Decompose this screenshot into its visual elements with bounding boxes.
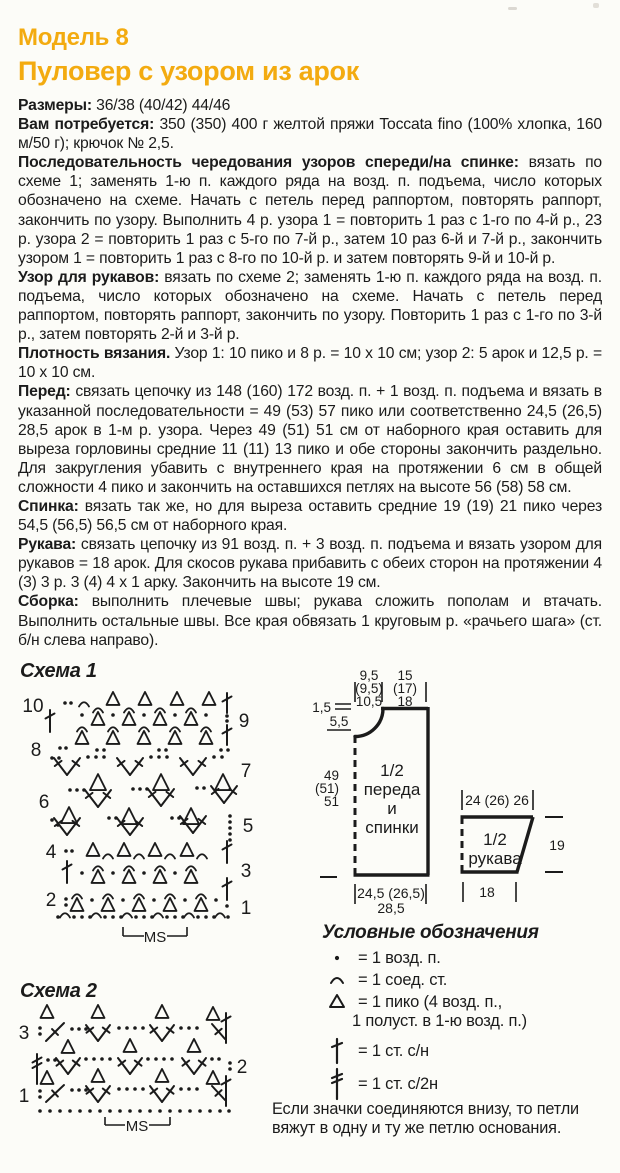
svg-text:2: 2: [45, 890, 57, 911]
svg-text:24 (26) 26: 24 (26) 26: [465, 792, 529, 808]
pattern-paragraph: [18, 153, 602, 268]
paragraph-lead: Сборка:: [18, 593, 79, 611]
page-title: [18, 24, 359, 87]
footnote-line-2: вяжут в одну и ту же петлю основания.: [272, 1119, 562, 1137]
pattern-paragraph: [18, 535, 602, 592]
paragraph-body: 36/38 (40/42) 44/46: [91, 97, 231, 114]
svg-text:9: 9: [238, 711, 250, 732]
legend-entry-chain: [324, 948, 441, 968]
svg-text:7: 7: [240, 761, 252, 782]
svg-text:10: 10: [22, 696, 44, 717]
svg-text:19: 19: [549, 837, 565, 853]
paragraph-body: связать цепочку из 148 (160) 172 возд. п. + 1 возд. п. подъема и вязать в указанной последовательности = 49 (53) 57 пико или соответственно 24,5 (26,5) 28,5 арок в 1-м р. узора. Через 49 (51) 51 см от наборного края оставить для выреза горловины средние 11 (11) 13 пико и обе стороны закончить раздельно. Для закругления убавить с внутреннего края на протяжении 6 см в общей сложности 4 пико и закончить на оставшихся петлях на высоте 56 (58) 58 см.: [18, 383, 602, 496]
svg-text:3: 3: [18, 1023, 30, 1044]
model-number-title: Модель 8: [18, 24, 129, 51]
front-top-measurements: [355, 668, 426, 709]
svg-text:5,5: 5,5: [329, 714, 349, 729]
crochet-chart-1: [22, 690, 267, 952]
instructions-text: [18, 96, 602, 650]
svg-text:и: и: [387, 799, 397, 818]
svg-text:1,5: 1,5: [312, 700, 331, 715]
pattern-paragraph: [18, 497, 602, 535]
legend-title: Условные обозначения: [322, 922, 539, 943]
svg-text:(17): (17): [392, 681, 418, 696]
svg-text:2: 2: [236, 1057, 248, 1078]
paragraph-lead: Перед:: [18, 383, 71, 401]
front-piece-label: 1/2: [380, 761, 404, 780]
front-width-measurement: [355, 884, 426, 916]
chain-stitch-icon: [324, 948, 350, 968]
paragraph-body: вязать так же, но для выреза оставить средние 19 (19) 21 пико через 54,5 (56,5) 56,5 см от наборного края.: [18, 497, 602, 535]
legend-entry-double-crochet: [324, 1036, 429, 1066]
front-length-measurement: [315, 768, 339, 877]
svg-text:5: 5: [242, 816, 254, 837]
chart-2-heading: Схема 2: [20, 980, 97, 1002]
svg-text:6: 6: [38, 792, 50, 813]
neck-depth-measurements: [312, 700, 351, 730]
legend-entry-label: = 1 возд. п.: [358, 948, 441, 967]
paragraph-lead: Рукава:: [18, 536, 77, 554]
svg-text:1: 1: [240, 898, 252, 919]
legend-entry-picot-line2: 1 полуст. в 1-ю возд. п.): [352, 1012, 527, 1030]
scan-artifact: [508, 7, 517, 10]
paragraph-body: вязать по схеме 1; заменять 1-ю п. каждого ряда на возд. п. подъема, число которых обозначено на схеме. Начать с петель перед раппортом, повторять раппорт, закончить по узору. Выполнить 4 р. узора 1 = повторить 1 раз с 1-го по 4-й р., 23 р. узора 2 = повторить 1 раз с 5-го по 7-й р., затем 10 раз 6-й и 7-й р., закончить узором 1 = повторить 1 раз с 8-го по 10-й р. и затем повторять 9-й и 10-й р.: [18, 154, 602, 267]
legend-entry-label: = 1 ст. с/2н: [358, 1074, 438, 1093]
pattern-paragraph: [18, 344, 602, 382]
paragraph-lead: Последовательность чередования узоров спереди/на спинке:: [18, 154, 519, 172]
svg-text:15: 15: [397, 668, 413, 683]
treble-crochet-icon: [324, 1066, 350, 1102]
paragraph-lead: Узор для рукавов:: [18, 268, 160, 286]
legend-entry-label: = 1 пико (4 возд. п.,: [358, 992, 503, 1011]
footnote-line-1: Если значки соединяются внизу, то петли: [272, 1100, 579, 1118]
pattern-paragraph: [18, 115, 602, 153]
svg-text:MS: MS: [143, 929, 167, 946]
double-crochet-icon: [324, 1036, 350, 1066]
paragraph-body: Узор 1: 10 пико и 8 р. = 10 х 10 см; узор 2: 5 арок и 12,5 р. = 10 х 10 см.: [18, 345, 602, 382]
sleeve-measurements: [462, 790, 565, 902]
garment-schematic: [295, 662, 607, 918]
svg-text:переда: переда: [363, 780, 421, 799]
svg-text:49: 49: [323, 768, 339, 783]
svg-text:3: 3: [240, 861, 252, 882]
legend-entry-treble-crochet: [324, 1066, 438, 1102]
scan-artifact: [593, 3, 599, 8]
chart-1-heading: Схема 1: [20, 660, 97, 682]
paragraph-body: вязать по схеме 2; заменять 1-ю п. каждого ряда на возд. п. подъема, число которых обозначено на схеме. Начать с петель перед раппортом, повторять раппорт, закончить по узору. Повторить 1 раз с 1-го по 3-й р., затем повторять 2-й и 3-й р.: [18, 268, 602, 344]
front-back-piece: [354, 707, 430, 875]
svg-text:24,5 (26,5): 24,5 (26,5): [357, 885, 425, 901]
svg-text:51: 51: [323, 794, 339, 809]
legend-entry-slip-stitch: [324, 970, 447, 990]
svg-text:1: 1: [18, 1086, 30, 1107]
svg-text:9,5: 9,5: [359, 668, 379, 683]
pattern-paragraph: [18, 96, 602, 115]
svg-text:рукава: рукава: [468, 849, 522, 868]
slip-stitch-icon: [324, 970, 350, 990]
svg-text:10,5: 10,5: [355, 694, 383, 709]
legend-entry-label: = 1 ст. с/н: [358, 1041, 429, 1060]
pattern-paragraph: [18, 382, 602, 497]
legend-entry-picot: [324, 992, 502, 1012]
pattern-name-title: Пуловер с узором из арок: [18, 56, 359, 86]
legend-entry-label: = 1 соед. ст.: [358, 970, 448, 989]
paragraph-lead: Спинка:: [18, 497, 79, 515]
footnote: [272, 1100, 602, 1138]
svg-text:18: 18: [397, 694, 413, 709]
pattern-paragraph: [18, 268, 602, 344]
svg-text:8: 8: [30, 740, 42, 761]
pattern-paragraph: [18, 592, 602, 649]
svg-text:MS: MS: [125, 1118, 149, 1135]
paragraph-lead: Вам потребуется:: [18, 116, 155, 134]
crochet-chart-2: [18, 1003, 258, 1138]
picot-icon: [324, 992, 350, 1012]
paragraph-body: связать цепочку из 91 возд. п. + 3 возд. п. подъема и вязать узором для рукавов = 18 арок. Для скосов рукава прибавить с обеих сторон на протяжении 4 (3) 3 р. 3 (4) 4 х 1 арку. Закончить на высоте 19 см.: [18, 536, 602, 592]
paragraph-lead: Плотность вязания.: [18, 345, 171, 363]
sleeve-label: 1/2: [483, 830, 507, 849]
svg-text:спинки: спинки: [365, 818, 419, 837]
paragraph-body: выполнить плечевые швы; рукава сложить пополам и втачать. Выполнить остальные швы. Все края обвязать 1 круговым р. «рачьего шага» (ст. б/н слева направо).: [18, 593, 602, 649]
svg-text:4: 4: [45, 842, 57, 863]
svg-text:28,5: 28,5: [377, 900, 405, 916]
svg-text:18: 18: [479, 884, 495, 900]
paragraph-lead: Размеры:: [18, 97, 92, 114]
svg-text:(9,5): (9,5): [355, 681, 383, 696]
paragraph-body: 350 (350) 400 г желтой пряжи Toccata fino (100% хлопка, 160 м/50 г); крючок № 2,5.: [18, 116, 603, 153]
svg-text:(51): (51): [314, 781, 339, 796]
sleeve-piece: [461, 817, 534, 872]
